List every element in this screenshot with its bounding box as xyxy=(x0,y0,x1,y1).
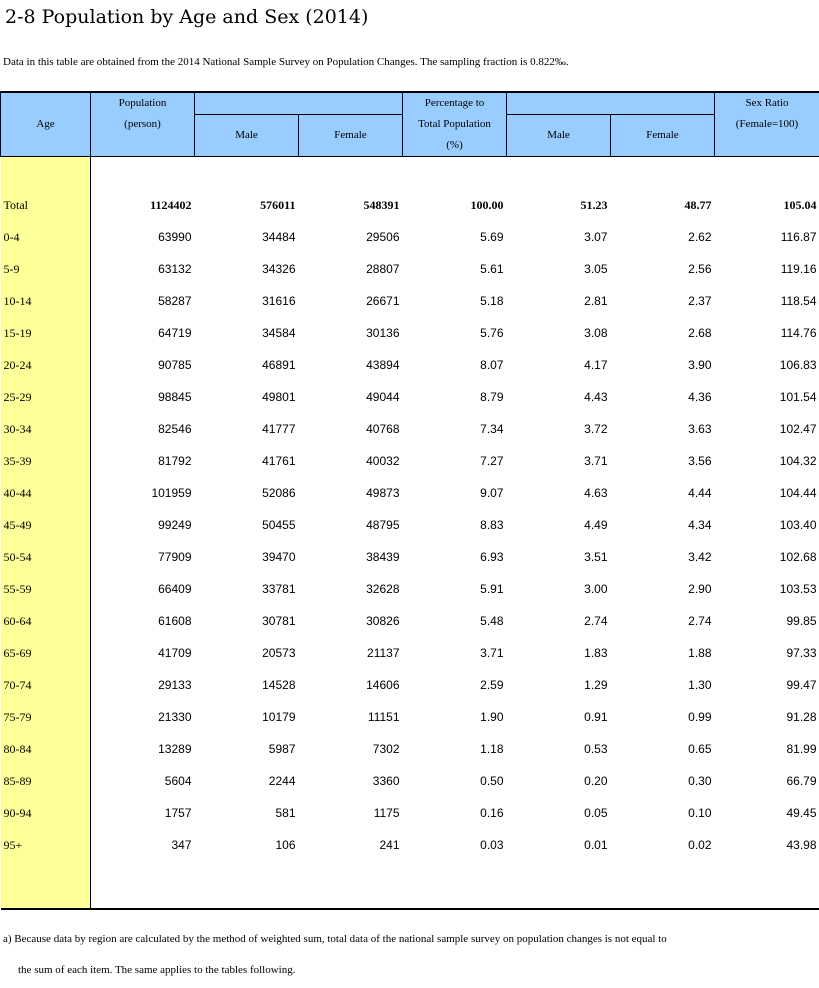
female-population-cell: 40768 xyxy=(366,422,400,436)
male-population-cell: 39470 xyxy=(262,550,296,564)
female-population-cell: 29506 xyxy=(366,230,400,244)
female-percentage-cell: 2.90 xyxy=(688,582,712,596)
percentage-cell: 9.07 xyxy=(480,486,504,500)
population-table-wrapper xyxy=(0,91,819,910)
table-row xyxy=(1,509,819,541)
population-cell: 29133 xyxy=(158,678,192,692)
header-pct-male: Male xyxy=(507,115,611,157)
age-cell: 10-14 xyxy=(1,285,91,317)
male-population-cell: 46891 xyxy=(262,358,296,372)
percentage-cell: 0.03 xyxy=(480,838,504,852)
female-percentage-cell: 2.37 xyxy=(688,294,712,308)
age-cell: 70-74 xyxy=(1,669,91,701)
header-percentage-unit: (%) xyxy=(446,139,463,151)
population-cell: 347 xyxy=(171,838,192,852)
header-population xyxy=(91,92,195,157)
male-population-cell: 106 xyxy=(275,838,296,852)
female-population-cell: 7302 xyxy=(372,742,400,756)
population-cell: 63132 xyxy=(158,262,192,276)
sex-ratio-cell: 119.16 xyxy=(780,262,817,276)
header-age: Age xyxy=(1,92,91,157)
female-population-cell: 548391 xyxy=(363,197,400,212)
male-percentage-cell: 3.51 xyxy=(584,550,608,564)
population-cell: 77909 xyxy=(158,550,192,564)
table-row xyxy=(1,381,819,413)
sex-ratio-cell: 81.99 xyxy=(786,742,817,756)
age-cell: 90-94 xyxy=(1,797,91,829)
population-cell: 63990 xyxy=(158,230,192,244)
female-population-cell: 48795 xyxy=(366,518,400,532)
male-population-cell: 31616 xyxy=(262,294,296,308)
female-percentage-cell: 0.02 xyxy=(688,838,712,852)
sex-ratio-cell: 99.47 xyxy=(786,678,817,692)
female-percentage-cell: 1.30 xyxy=(688,678,712,692)
female-population-cell: 26671 xyxy=(366,294,400,308)
page-title: 2-8 Population by Age and Sex (2014) xyxy=(5,6,369,28)
male-population-cell: 5987 xyxy=(268,742,296,756)
age-cell: 25-29 xyxy=(1,381,91,413)
sex-ratio-cell: 97.33 xyxy=(786,646,817,660)
age-cell: 15-19 xyxy=(1,317,91,349)
female-population-cell: 11151 xyxy=(367,710,400,724)
female-percentage-cell: 3.56 xyxy=(688,454,712,468)
percentage-cell: 7.34 xyxy=(480,422,504,436)
sex-ratio-cell: 99.85 xyxy=(786,614,817,628)
header-pop-female: Female xyxy=(299,115,403,157)
male-percentage-cell: 2.81 xyxy=(584,294,608,308)
percentage-cell: 7.27 xyxy=(480,454,504,468)
male-percentage-cell: 0.53 xyxy=(584,742,608,756)
sex-ratio-cell: 102.47 xyxy=(779,422,817,436)
sex-ratio-cell: 49.45 xyxy=(786,806,817,820)
age-cell: 65-69 xyxy=(1,637,91,669)
female-percentage-cell: 48.77 xyxy=(684,197,712,212)
female-population-cell: 30826 xyxy=(366,614,400,628)
male-percentage-cell: 3.72 xyxy=(584,422,608,436)
percentage-cell: 8.83 xyxy=(480,518,504,532)
population-cell: 90785 xyxy=(158,358,192,372)
female-percentage-cell: 3.63 xyxy=(688,422,712,436)
female-percentage-cell: 2.62 xyxy=(688,230,712,244)
table-row xyxy=(1,189,819,221)
table-row xyxy=(1,605,819,637)
population-cell: 5604 xyxy=(164,774,192,788)
sex-ratio-cell: 106.83 xyxy=(779,358,817,372)
header-sex-ratio-unit: (Female=100) xyxy=(735,118,799,130)
age-cell: 55-59 xyxy=(1,573,91,605)
age-cell: 45-49 xyxy=(1,509,91,541)
male-percentage-cell: 3.05 xyxy=(584,262,608,276)
age-cell: 85-89 xyxy=(1,765,91,797)
female-percentage-cell: 0.30 xyxy=(688,774,712,788)
population-cell: 58287 xyxy=(158,294,192,308)
sex-ratio-cell: 105.04 xyxy=(783,197,817,212)
sex-ratio-cell: 104.44 xyxy=(779,486,817,500)
population-cell: 81792 xyxy=(158,454,192,468)
age-cell: 75-79 xyxy=(1,701,91,733)
male-population-cell: 581 xyxy=(275,806,296,820)
male-percentage-cell: 3.08 xyxy=(584,326,608,340)
female-percentage-cell: 2.74 xyxy=(688,614,712,628)
percentage-cell: 1.18 xyxy=(480,742,504,756)
age-cell: 35-39 xyxy=(1,445,91,477)
sex-ratio-cell: 43.98 xyxy=(786,838,817,852)
age-cell: Total xyxy=(1,189,91,221)
male-population-cell: 10179 xyxy=(262,710,296,724)
male-population-cell: 20573 xyxy=(262,646,296,660)
footnote-line-2: the sum of each item. The same applies to the tables following. xyxy=(18,964,296,976)
percentage-cell: 3.71 xyxy=(480,646,504,660)
sex-ratio-cell: 103.40 xyxy=(779,518,817,532)
footnote-line-1: a) Because data by region are calculated by the method of weighted sum, total data of the national sample survey on population changes is not equal to xyxy=(3,933,667,945)
population-cell: 101959 xyxy=(151,486,192,500)
percentage-cell: 2.59 xyxy=(480,678,504,692)
table-row xyxy=(1,829,819,861)
female-population-cell: 49044 xyxy=(366,390,400,404)
table-row xyxy=(1,637,819,669)
percentage-cell: 0.50 xyxy=(480,774,504,788)
age-cell: 30-34 xyxy=(1,413,91,445)
male-percentage-cell: 2.74 xyxy=(584,614,608,628)
male-population-cell: 14528 xyxy=(262,678,296,692)
table-row xyxy=(1,349,819,381)
female-percentage-cell: 4.34 xyxy=(688,518,712,532)
header-population-unit: (person) xyxy=(124,118,161,130)
table-row xyxy=(1,253,819,285)
female-population-cell: 40032 xyxy=(366,454,400,468)
male-population-cell: 30781 xyxy=(262,614,296,628)
male-population-cell: 576011 xyxy=(260,197,296,212)
table-row xyxy=(1,733,819,765)
age-cell: 95+ xyxy=(1,829,91,861)
age-cell: 20-24 xyxy=(1,349,91,381)
sex-ratio-cell: 116.87 xyxy=(780,230,817,244)
population-cell: 98845 xyxy=(158,390,192,404)
age-cell: 0-4 xyxy=(1,221,91,253)
header-pct-female: Female xyxy=(611,115,715,157)
male-population-cell: 52086 xyxy=(262,486,296,500)
table-row xyxy=(1,765,819,797)
female-percentage-cell: 0.65 xyxy=(688,742,712,756)
sex-ratio-cell: 66.79 xyxy=(786,774,817,788)
spacer-row xyxy=(1,861,819,909)
male-percentage-cell: 4.49 xyxy=(584,518,608,532)
female-population-cell: 32628 xyxy=(366,582,400,596)
male-percentage-cell: 3.00 xyxy=(584,582,608,596)
table-row xyxy=(1,477,819,509)
header-population-sex-group xyxy=(195,92,403,115)
population-table xyxy=(0,91,819,910)
percentage-cell: 8.07 xyxy=(480,358,504,372)
table-row xyxy=(1,413,819,445)
female-percentage-cell: 0.10 xyxy=(688,806,712,820)
male-population-cell: 41777 xyxy=(262,422,296,436)
percentage-cell: 5.18 xyxy=(480,294,504,308)
female-population-cell: 3360 xyxy=(372,774,400,788)
female-percentage-cell: 4.44 xyxy=(688,486,712,500)
population-cell: 13289 xyxy=(158,742,192,756)
sex-ratio-cell: 103.53 xyxy=(779,582,817,596)
spacer-row xyxy=(1,157,819,190)
table-note: Data in this table are obtained from the 2014 National Sample Survey on Population Changes. The sampling fraction is 0.822‰. xyxy=(3,56,569,68)
age-cell: 40-44 xyxy=(1,477,91,509)
header-percentage xyxy=(403,92,507,157)
population-cell: 99249 xyxy=(158,518,192,532)
population-cell: 21330 xyxy=(158,710,192,724)
female-population-cell: 14606 xyxy=(366,678,400,692)
table-row xyxy=(1,445,819,477)
percentage-cell: 5.48 xyxy=(480,614,504,628)
header-percentage-line2: Total Population xyxy=(418,118,491,130)
female-percentage-cell: 3.42 xyxy=(688,550,712,564)
header-sex-ratio xyxy=(715,92,819,157)
age-cell: 50-54 xyxy=(1,541,91,573)
female-percentage-cell: 1.88 xyxy=(688,646,712,660)
population-cell: 1124402 xyxy=(150,197,192,212)
table-header xyxy=(1,92,819,157)
percentage-cell: 1.90 xyxy=(480,710,504,724)
male-percentage-cell: 0.20 xyxy=(584,774,608,788)
sex-ratio-cell: 101.54 xyxy=(779,390,817,404)
male-population-cell: 41761 xyxy=(262,454,296,468)
male-population-cell: 49801 xyxy=(262,390,296,404)
sex-ratio-cell: 114.76 xyxy=(780,326,817,340)
percentage-cell: 0.16 xyxy=(480,806,504,820)
percentage-cell: 8.79 xyxy=(480,390,504,404)
population-cell: 82546 xyxy=(158,422,192,436)
sex-ratio-cell: 102.68 xyxy=(779,550,817,564)
percentage-cell: 5.69 xyxy=(480,230,504,244)
percentage-cell: 5.76 xyxy=(480,326,504,340)
population-cell: 66409 xyxy=(158,582,192,596)
male-population-cell: 33781 xyxy=(262,582,296,596)
male-population-cell: 2244 xyxy=(268,774,296,788)
header-sex-ratio-label: Sex Ratio xyxy=(745,97,789,109)
sex-ratio-cell: 104.32 xyxy=(779,454,817,468)
age-cell: 80-84 xyxy=(1,733,91,765)
female-percentage-cell: 4.36 xyxy=(688,390,712,404)
table-body xyxy=(1,157,819,910)
table-row xyxy=(1,701,819,733)
percentage-cell: 5.91 xyxy=(480,582,504,596)
female-percentage-cell: 2.56 xyxy=(688,262,712,276)
header-population-label: Population xyxy=(118,97,167,109)
female-population-cell: 30136 xyxy=(366,326,400,340)
female-population-cell: 28807 xyxy=(366,262,400,276)
age-cell: 60-64 xyxy=(1,605,91,637)
sex-ratio-cell: 118.54 xyxy=(780,294,817,308)
male-percentage-cell: 1.83 xyxy=(584,646,608,660)
percentage-cell: 6.93 xyxy=(480,550,504,564)
male-percentage-cell: 4.17 xyxy=(584,358,608,372)
female-population-cell: 49873 xyxy=(366,486,400,500)
table-row xyxy=(1,541,819,573)
female-population-cell: 241 xyxy=(379,838,400,852)
male-percentage-cell: 0.01 xyxy=(584,838,608,852)
female-percentage-cell: 2.68 xyxy=(688,326,712,340)
male-percentage-cell: 0.05 xyxy=(584,806,608,820)
table-row xyxy=(1,317,819,349)
female-percentage-cell: 0.99 xyxy=(688,710,712,724)
male-population-cell: 50455 xyxy=(262,518,296,532)
table-row xyxy=(1,669,819,701)
female-percentage-cell: 3.90 xyxy=(688,358,712,372)
percentage-cell: 5.61 xyxy=(480,262,504,276)
male-percentage-cell: 3.71 xyxy=(584,454,608,468)
population-cell: 64719 xyxy=(158,326,192,340)
population-cell: 61608 xyxy=(158,614,192,628)
header-percentage-sex-group xyxy=(507,92,715,115)
table-row xyxy=(1,285,819,317)
percentage-cell: 100.00 xyxy=(470,197,504,212)
table-row xyxy=(1,573,819,605)
female-population-cell: 21137 xyxy=(367,646,400,660)
female-population-cell: 43894 xyxy=(366,358,400,372)
male-percentage-cell: 4.43 xyxy=(584,390,608,404)
sex-ratio-cell: 91.28 xyxy=(786,710,817,724)
male-percentage-cell: 1.29 xyxy=(584,678,608,692)
male-percentage-cell: 51.23 xyxy=(580,197,608,212)
male-population-cell: 34584 xyxy=(262,326,296,340)
age-cell: 5-9 xyxy=(1,253,91,285)
population-cell: 41709 xyxy=(158,646,192,660)
female-population-cell: 1175 xyxy=(373,806,400,820)
male-percentage-cell: 0.91 xyxy=(584,710,608,724)
male-percentage-cell: 3.07 xyxy=(584,230,608,244)
male-percentage-cell: 4.63 xyxy=(584,486,608,500)
header-pop-male: Male xyxy=(195,115,299,157)
table-row xyxy=(1,221,819,253)
population-cell: 1757 xyxy=(164,806,192,820)
male-population-cell: 34326 xyxy=(262,262,296,276)
table-row xyxy=(1,797,819,829)
header-percentage-label: Percentage to xyxy=(424,97,485,109)
female-population-cell: 38439 xyxy=(366,550,400,564)
male-population-cell: 34484 xyxy=(262,230,296,244)
